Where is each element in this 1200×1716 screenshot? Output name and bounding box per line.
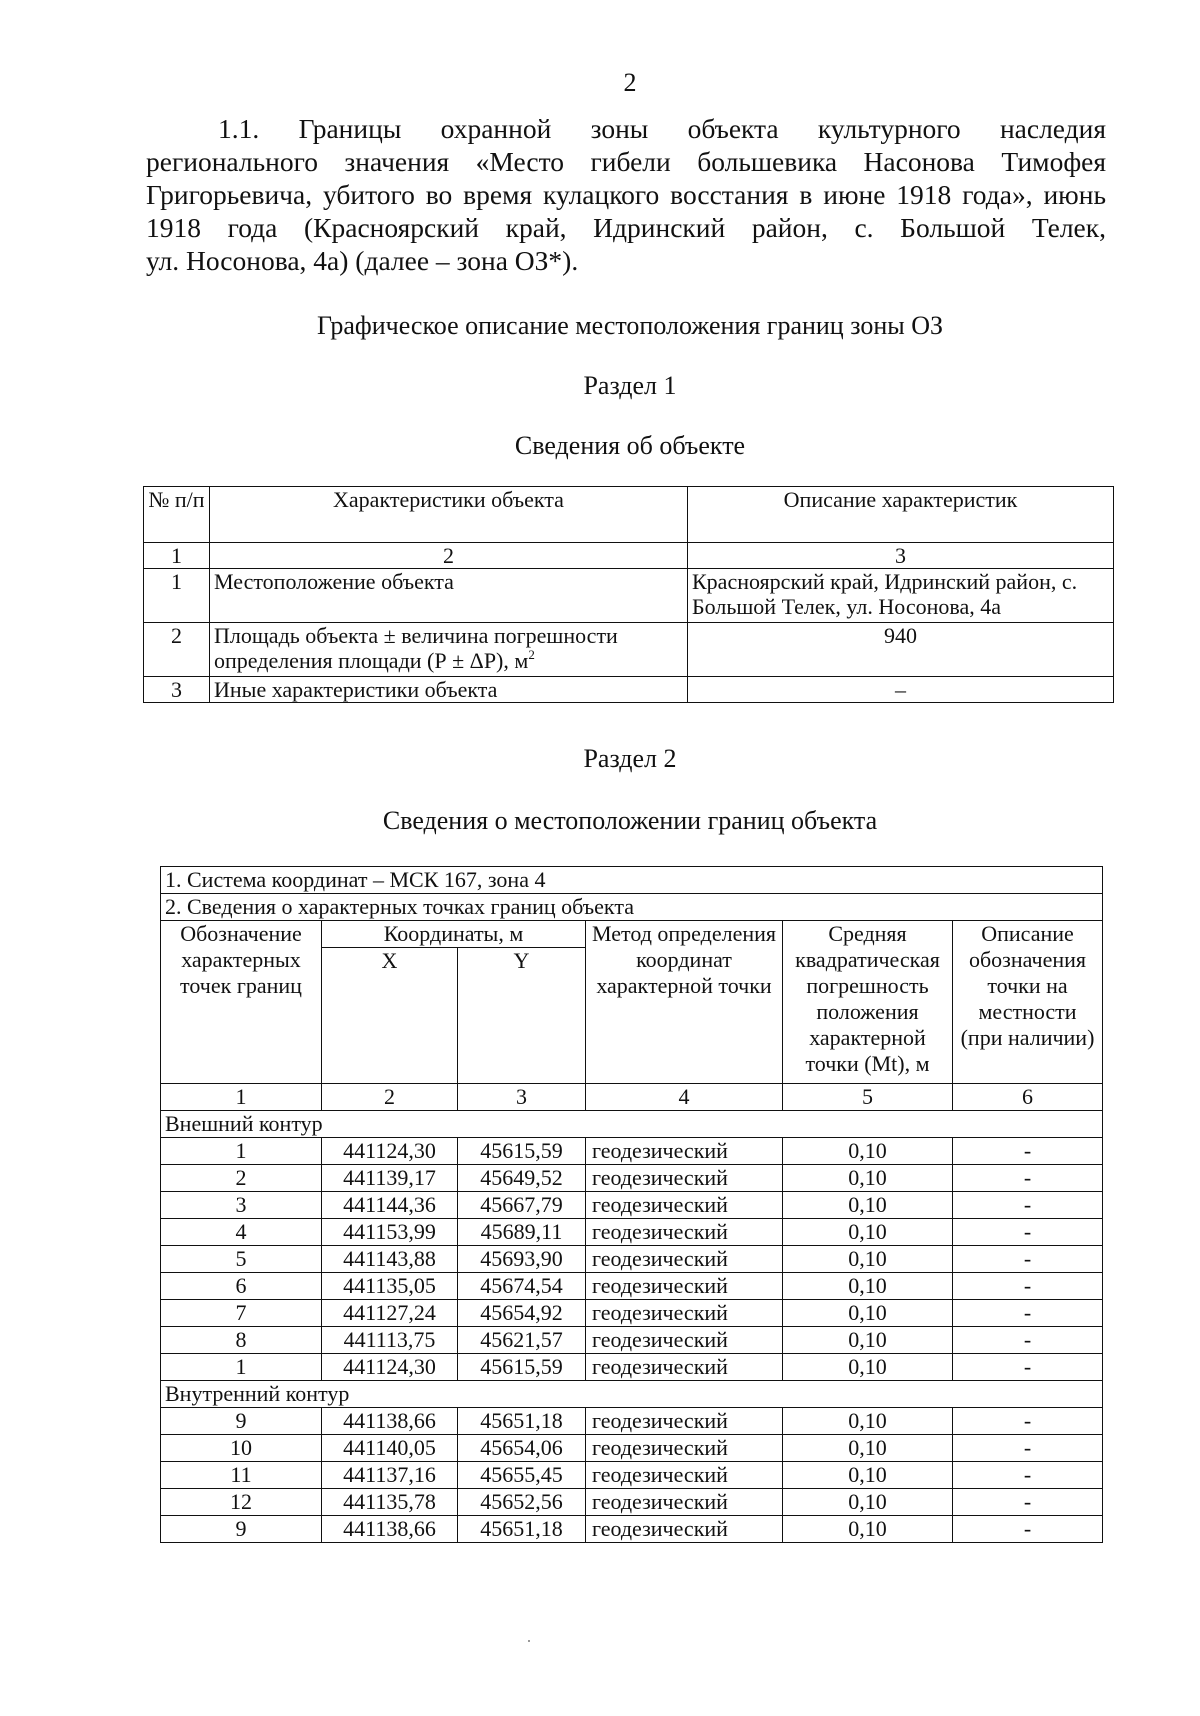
mean-error: 0,10 [783, 1219, 953, 1246]
coord-y: 45615,59 [458, 1138, 586, 1165]
row-number: 2 [144, 623, 210, 677]
table-row [161, 1138, 1103, 1165]
method: геодезический [586, 1435, 783, 1462]
characteristic-name: Местоположение объекта [210, 569, 688, 623]
header-cell: Описание характеристик [688, 487, 1114, 543]
coord-x: 441124,30 [322, 1354, 458, 1381]
coord-y: 45674,54 [458, 1273, 586, 1300]
coordinate-system: 1. Система координат – МСК 167, зона 4 [161, 867, 1103, 894]
point-description: - [953, 1489, 1103, 1516]
intro-line: 1918 года (Красноярский край, Идринский район, с. Большой Телек, [146, 212, 1106, 243]
point-number: 1 [161, 1354, 322, 1381]
mean-error: 0,10 [783, 1408, 953, 1435]
mean-error: 0,10 [783, 1273, 953, 1300]
mean-error: 0,10 [783, 1192, 953, 1219]
section1-title: Сведения об объекте [514, 431, 746, 460]
row-number: 3 [144, 677, 210, 703]
table-row [161, 1165, 1103, 1192]
coord-x: 441153,99 [322, 1219, 458, 1246]
coord-y: 45621,57 [458, 1327, 586, 1354]
header-cell: № п/п [144, 487, 210, 543]
page-number: 2 [623, 68, 637, 97]
mean-error: 0,10 [783, 1300, 953, 1327]
point-description: - [953, 1327, 1103, 1354]
point-description: - [953, 1300, 1103, 1327]
point-description: - [953, 1435, 1103, 1462]
mean-error: 0,10 [783, 1138, 953, 1165]
contour-label: Внешний контур [161, 1111, 1103, 1138]
coord-y: 45652,56 [458, 1489, 586, 1516]
point-description: - [953, 1192, 1103, 1219]
point-description: - [953, 1246, 1103, 1273]
column-number: 1 [161, 1084, 322, 1111]
intro-line: Григорьевича, убитого во время кулацкого восстания в июне 1918 года», июнь [146, 179, 1106, 210]
point-description: - [953, 1165, 1103, 1192]
points-section-title: 2. Сведения о характерных точках границ объекта [161, 894, 1103, 921]
mean-error: 0,10 [783, 1435, 953, 1462]
row-number: 1 [144, 569, 210, 623]
column-number: 1 [144, 543, 210, 569]
table-row [161, 1219, 1103, 1246]
mean-error: 0,10 [783, 1327, 953, 1354]
table-row [144, 623, 1114, 677]
method: геодезический [586, 1489, 783, 1516]
point-description: - [953, 1273, 1103, 1300]
point-number: 3 [161, 1192, 322, 1219]
header-error: Средняя квадратическая погрешность положения характерной точки (Mt), м [783, 921, 953, 1084]
section1-heading: Раздел 1 [583, 371, 677, 400]
column-number: 3 [458, 1084, 586, 1111]
coord-y: 45655,45 [458, 1462, 586, 1489]
coord-y: 45654,92 [458, 1300, 586, 1327]
coord-y: 45654,06 [458, 1435, 586, 1462]
point-number: 4 [161, 1219, 322, 1246]
intro-paragraph [146, 112, 1106, 277]
coord-x: 441143,88 [322, 1246, 458, 1273]
coord-x: 441138,66 [322, 1408, 458, 1435]
coord-y: 45651,18 [458, 1408, 586, 1435]
point-description: - [953, 1516, 1103, 1543]
scan-speck [528, 1640, 530, 1642]
mean-error: 0,10 [783, 1489, 953, 1516]
mean-error: 0,10 [783, 1462, 953, 1489]
column-number: 3 [688, 543, 1114, 569]
object-info-table [143, 486, 1114, 703]
table-row [161, 1273, 1103, 1300]
method: геодезический [586, 1354, 783, 1381]
table-row [161, 1489, 1103, 1516]
coord-y: 45649,52 [458, 1165, 586, 1192]
coord-y: 45667,79 [458, 1192, 586, 1219]
coord-x: 441135,78 [322, 1489, 458, 1516]
characteristic-value: Красноярский край, Идринский район, с. Большой Телек, ул. Носонова, 4а [688, 569, 1114, 623]
point-description: - [953, 1462, 1103, 1489]
coord-x: 441144,36 [322, 1192, 458, 1219]
method: геодезический [586, 1219, 783, 1246]
table-row [144, 569, 1114, 623]
point-number: 9 [161, 1516, 322, 1543]
coord-x: 441113,75 [322, 1327, 458, 1354]
table-row [161, 1516, 1103, 1543]
method: геодезический [586, 1516, 783, 1543]
column-number: 5 [783, 1084, 953, 1111]
header-coordinates: Координаты, м [322, 921, 586, 948]
header-x: X [322, 948, 458, 1084]
point-description: - [953, 1354, 1103, 1381]
method: геодезический [586, 1192, 783, 1219]
point-number: 9 [161, 1408, 322, 1435]
coord-y: 45693,90 [458, 1246, 586, 1273]
point-number: 8 [161, 1327, 322, 1354]
table-row [161, 1435, 1103, 1462]
table-row [161, 1300, 1103, 1327]
column-number: 6 [953, 1084, 1103, 1111]
intro-line: ул. Носонова, 4а) (далее – зона ОЗ*). [146, 245, 579, 276]
characteristic-value: 940 [688, 623, 1114, 677]
coord-x: 441137,16 [322, 1462, 458, 1489]
coord-x: 441140,05 [322, 1435, 458, 1462]
method: геодезический [586, 1300, 783, 1327]
coord-y: 45615,59 [458, 1354, 586, 1381]
header-y: Y [458, 948, 586, 1084]
mean-error: 0,10 [783, 1354, 953, 1381]
method: геодезический [586, 1138, 783, 1165]
characteristic-name: Иные характеристики объекта [210, 677, 688, 703]
column-number: 4 [586, 1084, 783, 1111]
point-description: - [953, 1219, 1103, 1246]
method: геодезический [586, 1327, 783, 1354]
point-number: 12 [161, 1489, 322, 1516]
point-number: 2 [161, 1165, 322, 1192]
point-number: 5 [161, 1246, 322, 1273]
mean-error: 0,10 [783, 1246, 953, 1273]
mean-error: 0,10 [783, 1165, 953, 1192]
superscript: 2 [528, 647, 535, 662]
boundary-points-table [160, 866, 1103, 1543]
coord-x: 441135,05 [322, 1273, 458, 1300]
point-description: - [953, 1138, 1103, 1165]
method: геодезический [586, 1408, 783, 1435]
method: геодезический [586, 1165, 783, 1192]
header-cell: Характеристики объекта [210, 487, 688, 543]
characteristic-name: Площадь объекта ± величина погрешности определения площади (Р ± ΔР), $м^2$ [210, 623, 688, 677]
method: геодезический [586, 1462, 783, 1489]
point-number: 11 [161, 1462, 322, 1489]
header-method: Метод определения координат характерной точки [586, 921, 783, 1084]
coord-x: 441124,30 [322, 1138, 458, 1165]
header-designation: Обозначение характерных точек границ [161, 921, 322, 1084]
point-number: 6 [161, 1273, 322, 1300]
graphic-description-heading: Графическое описание местоположения границ зоны ОЗ [316, 311, 944, 340]
table-row [161, 1408, 1103, 1435]
table-row [161, 1192, 1103, 1219]
table-row [161, 1246, 1103, 1273]
header-description: Описание обозначения точки на местности (при наличии) [953, 921, 1103, 1084]
table-row [161, 1462, 1103, 1489]
point-description: - [953, 1408, 1103, 1435]
section2-title: Сведения о местоположении границ объекта [382, 806, 878, 835]
table-row [144, 677, 1114, 703]
point-number: 7 [161, 1300, 322, 1327]
method: геодезический [586, 1246, 783, 1273]
intro-line: регионального значения «Место гибели большевика Насонова Тимофея [146, 146, 1106, 177]
table-row [161, 1354, 1103, 1381]
coord-x: 441139,17 [322, 1165, 458, 1192]
section2-heading: Раздел 2 [583, 744, 677, 773]
characteristic-value: – [688, 677, 1114, 703]
coord-x: 441138,66 [322, 1516, 458, 1543]
coord-y: 45689,11 [458, 1219, 586, 1246]
column-number: 2 [322, 1084, 458, 1111]
method: геодезический [586, 1273, 783, 1300]
point-number: 1 [161, 1138, 322, 1165]
point-number: 10 [161, 1435, 322, 1462]
coord-x: 441127,24 [322, 1300, 458, 1327]
coord-y: 45651,18 [458, 1516, 586, 1543]
contour-label: Внутренний контур [161, 1381, 1103, 1408]
column-number: 2 [210, 543, 688, 569]
mean-error: 0,10 [783, 1516, 953, 1543]
intro-line: 1.1. Границы охранной зоны объекта культурного наследия [218, 113, 1106, 144]
table-row [161, 1327, 1103, 1354]
